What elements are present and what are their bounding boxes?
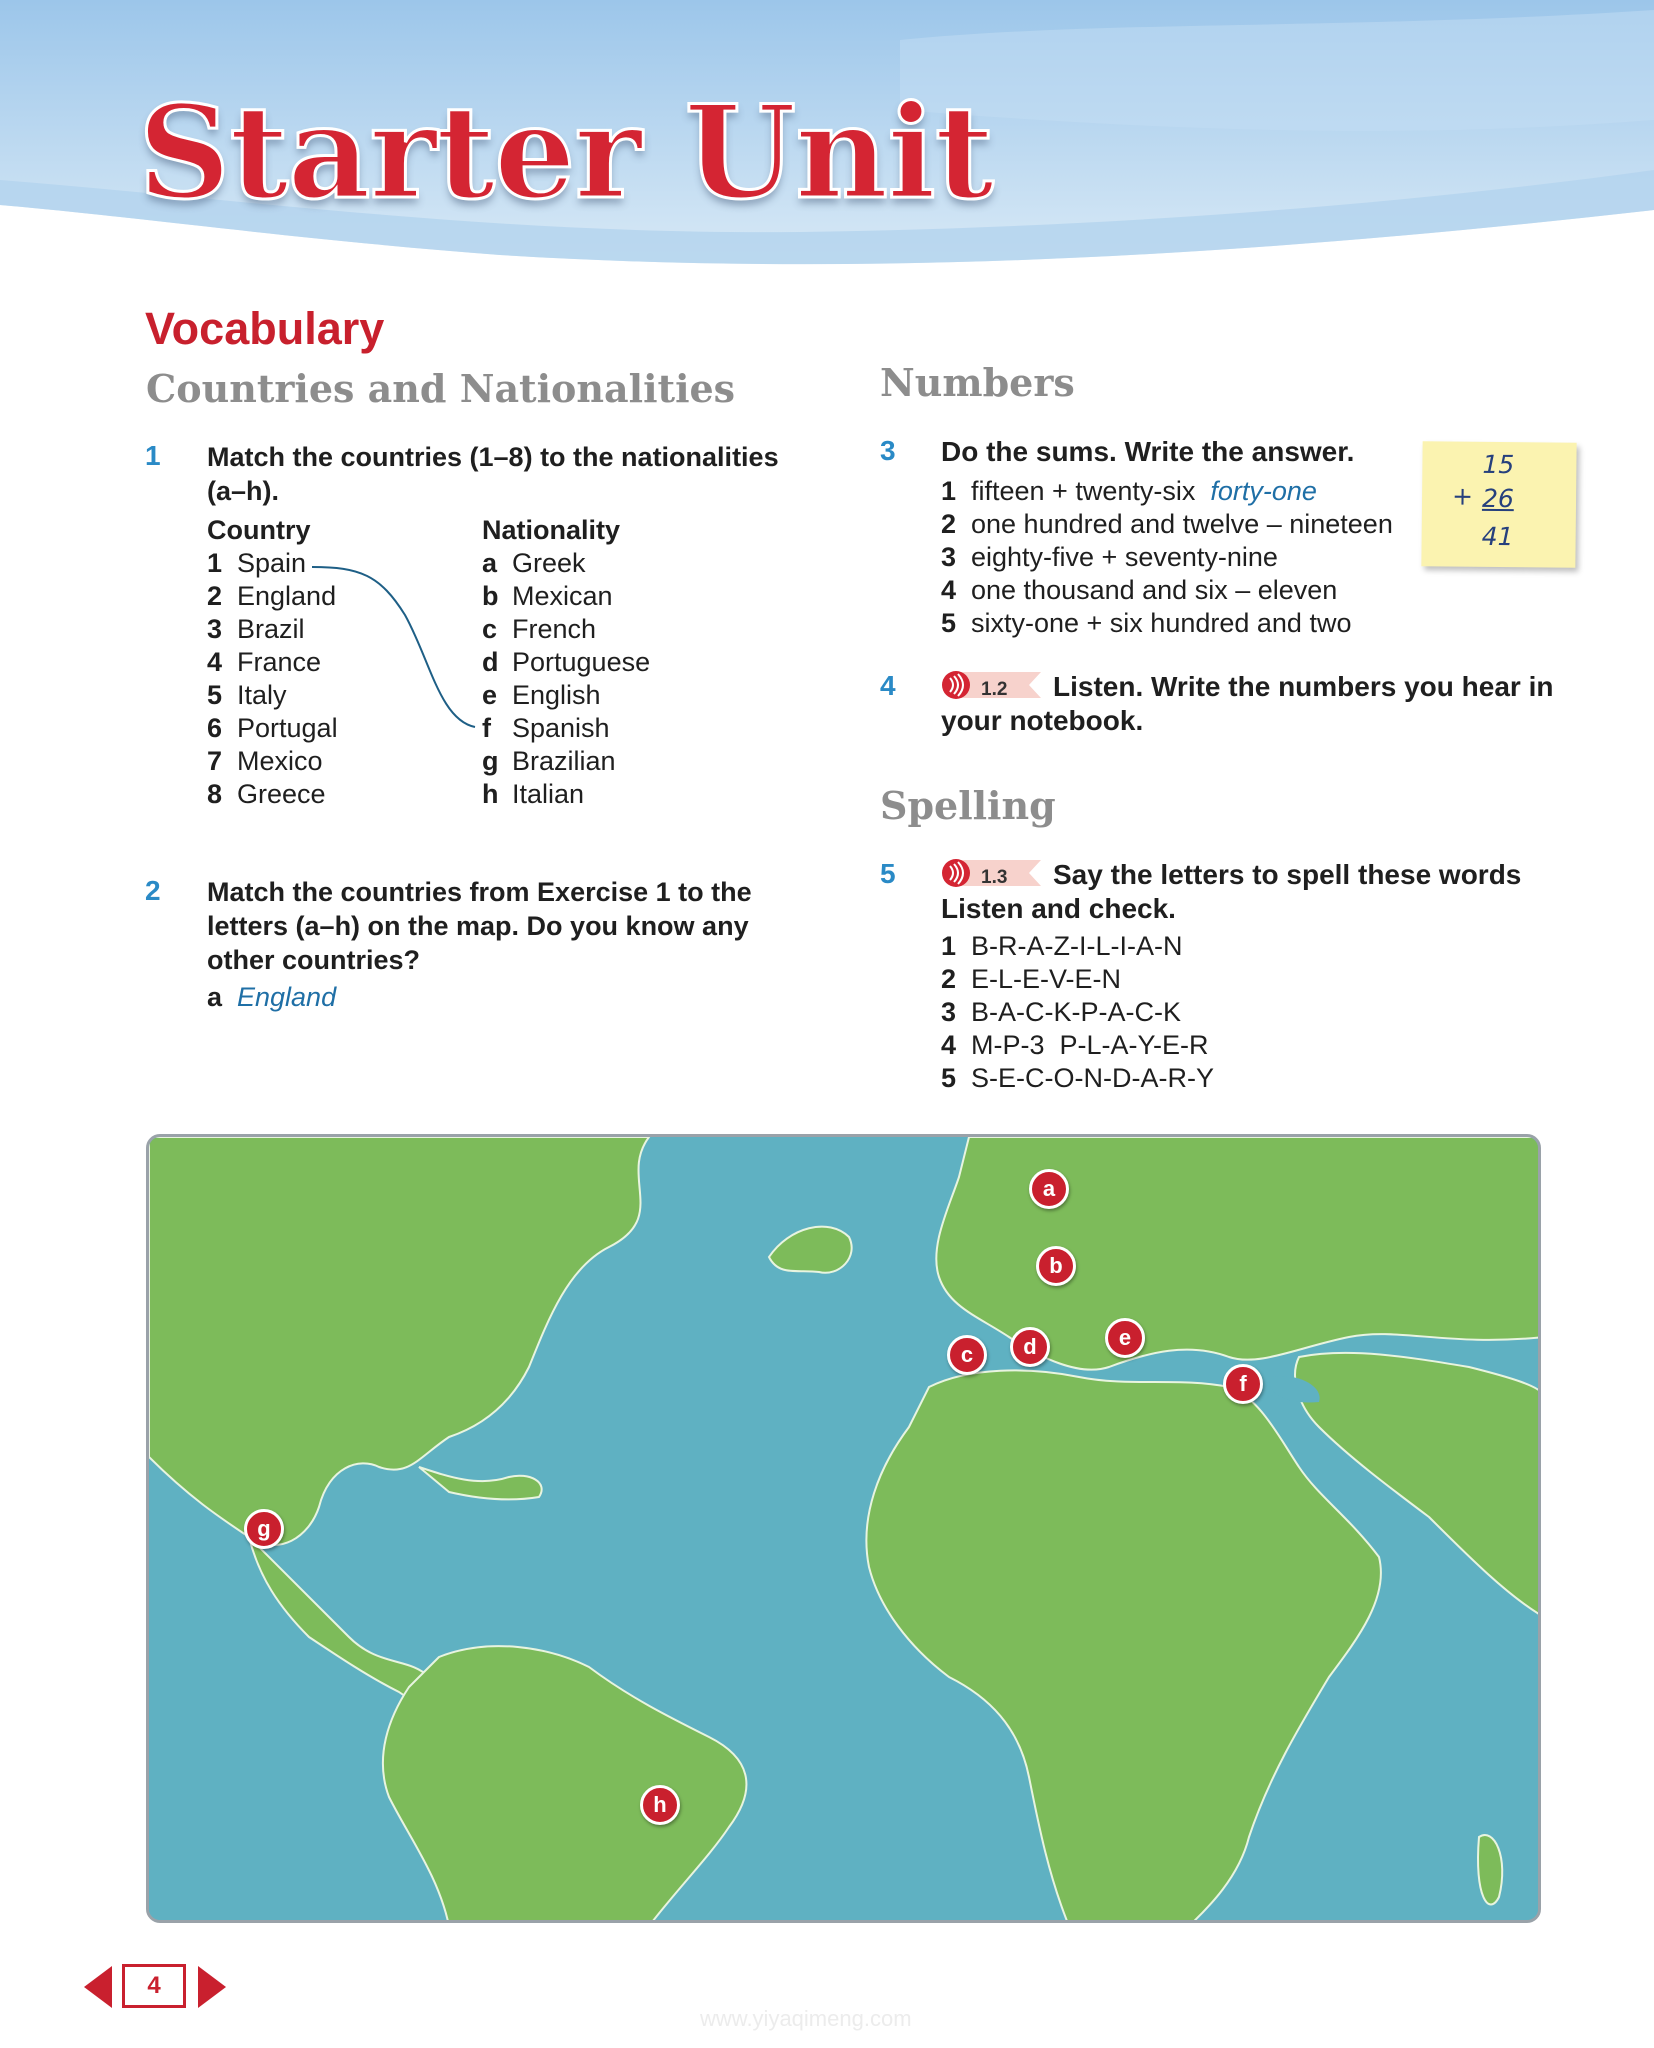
list-item: d Portuguese <box>482 647 651 677</box>
exercise-1-instruction: Match the countries (1–8) to the nationalities (a–h). <box>207 442 779 506</box>
list-item: 2 one hundred and twelve – nineteen <box>941 509 1393 539</box>
map-marker-d[interactable]: d <box>1010 1327 1050 1367</box>
list-item: e English <box>482 680 601 710</box>
list-item: c French <box>482 614 597 644</box>
list-item: f Spanish <box>482 713 610 743</box>
map-marker-a[interactable]: a <box>1029 1169 1069 1209</box>
list-item: 3 B-A-C-K-P-A-C-K <box>941 997 1181 1027</box>
list-item: 1 fifteen + twenty-six forty-one <box>941 476 1317 506</box>
exercise-5-number: 5 <box>880 858 896 889</box>
exercise-3-number: 3 <box>880 435 896 466</box>
list-item: 1 Spain <box>207 548 307 578</box>
list-item: 3 eighty-five + seventy-nine <box>941 542 1278 572</box>
exercise-4-number: 4 <box>880 670 896 701</box>
sticky-note-sum: 15 + 26 41 <box>1421 441 1576 568</box>
section-heading-vocabulary: Vocabulary <box>145 303 385 354</box>
map-marker-c[interactable]: c <box>947 1335 987 1375</box>
unit-title: Starter Unit <box>138 78 993 228</box>
list-item: a Greek <box>482 548 586 578</box>
list-item: 4 M-P-3 P-L-A-Y-E-R <box>941 1030 1209 1060</box>
list-item: h Italian <box>482 779 585 809</box>
next-page-icon[interactable] <box>196 1966 226 2008</box>
map-marker-h[interactable]: h <box>640 1785 680 1825</box>
nationality-column-header: Nationality <box>482 515 621 545</box>
nationality-list <box>482 547 650 811</box>
list-item: g Brazilian <box>482 746 616 776</box>
subheading-countries: Countries and Nationalities <box>146 366 736 411</box>
prev-page-icon[interactable] <box>84 1966 114 2008</box>
world-map <box>146 1134 1541 1923</box>
list-item: 8 Greece <box>207 779 326 809</box>
section-heading-spelling: Spelling <box>880 783 1056 828</box>
map-marker-f[interactable]: f <box>1223 1364 1263 1404</box>
map-marker-e[interactable]: e <box>1105 1318 1145 1358</box>
map-marker-b[interactable]: b <box>1036 1246 1076 1286</box>
exercise-2-example: a England <box>207 982 337 1012</box>
watermark: www.yiyaqimeng.com <box>700 2006 912 2031</box>
exercise-2-instruction: Match the countries from Exercise 1 to the letters (a–h) on the map. Do you know any other countries? <box>207 877 752 975</box>
map-marker-g[interactable]: g <box>244 1509 284 1549</box>
page-navigation <box>80 1960 230 2012</box>
list-item: 6 Portugal <box>207 713 338 743</box>
country-column-header: Country <box>207 515 311 545</box>
match-example-line <box>300 555 500 735</box>
list-item: 5 Italy <box>207 680 287 710</box>
audio-track-badge[interactable]: 1.2 <box>941 670 1041 700</box>
list-item: 3 Brazil <box>207 614 305 644</box>
list-item: b Mexican <box>482 581 613 611</box>
list-item: 5 S-E-C-O-N-D-A-R-Y <box>941 1063 1214 1093</box>
list-item: 4 France <box>207 647 322 677</box>
exercise-2-number: 2 <box>145 875 161 906</box>
list-item: 4 one thousand and six – eleven <box>941 575 1338 605</box>
exercise-1-number: 1 <box>145 440 161 471</box>
list-item: 2 E-L-E-V-E-N <box>941 964 1122 994</box>
exercise-3-instruction: Do the sums. Write the answer. <box>941 436 1355 467</box>
exercise-5-instruction: 1.3 Say the letters to spell these words Listen and check. <box>941 859 1522 924</box>
audio-track-badge[interactable]: 1.3 <box>941 858 1041 888</box>
map-background <box>149 1137 1541 1923</box>
exercise-4-instruction: 1.2 Listen. Write the numbers you hear in your notebook. <box>941 671 1554 736</box>
page-number: 4 <box>122 1964 186 2008</box>
list-item: 5 sixty-one + six hundred and two <box>941 608 1352 638</box>
list-item: 2 England <box>207 581 337 611</box>
sum-list <box>941 475 1393 640</box>
list-item: 1 B-R-A-Z-I-L-I-A-N <box>941 931 1183 961</box>
section-heading-numbers: Numbers <box>880 360 1075 405</box>
list-item: 7 Mexico <box>207 746 323 776</box>
spelling-list <box>941 930 1214 1095</box>
